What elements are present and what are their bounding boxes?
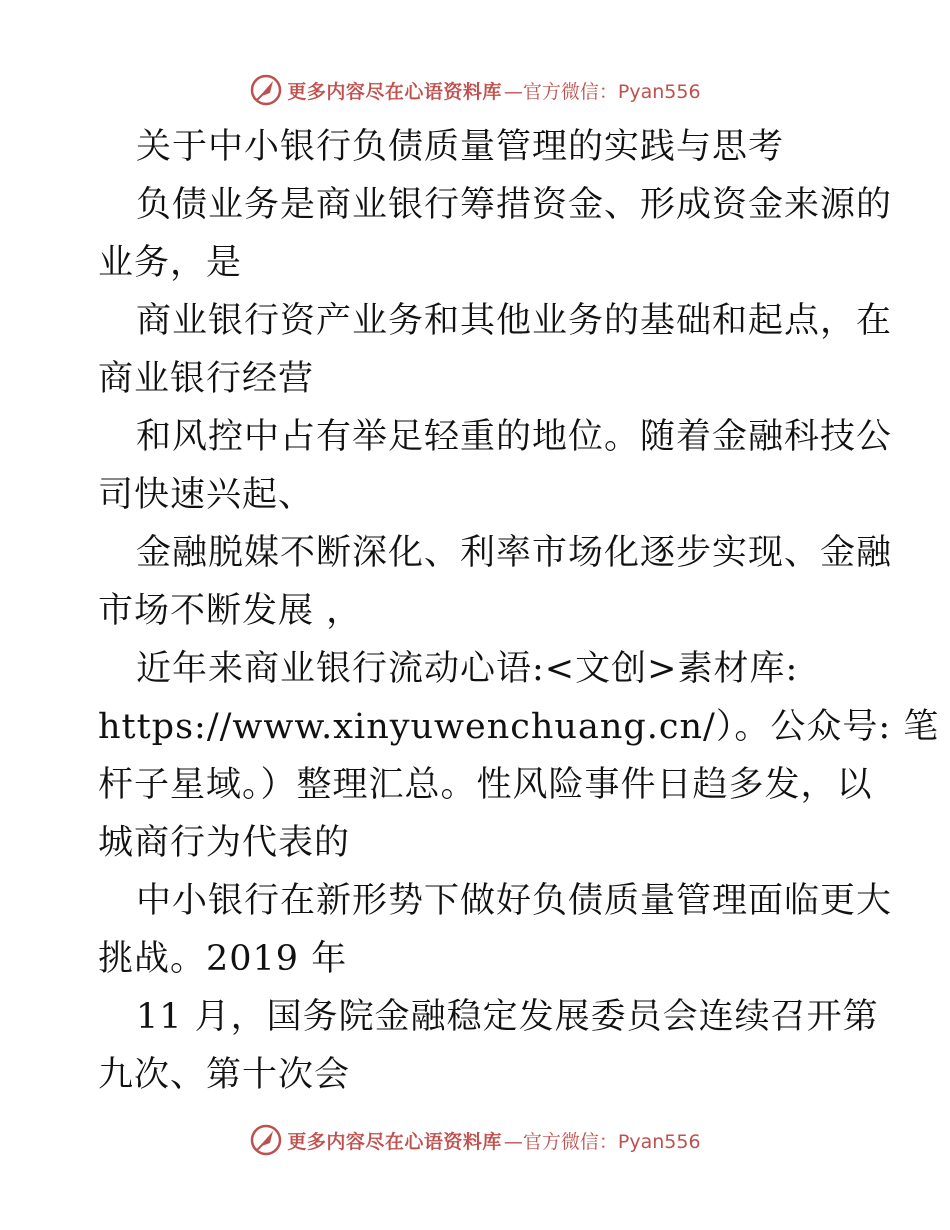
- text-line: 九次、第十次会: [98, 1055, 351, 1095]
- text-line: 近年来商业银行流动心语:<文创>素材库:: [136, 649, 799, 689]
- text-line: 杆子星域。）整理汇总。性风险事件日趋多发，以: [98, 765, 873, 805]
- feather-logo-icon: [249, 73, 283, 107]
- text-line: 商业银行资产业务和其他业务的基础和起点，在: [136, 301, 893, 341]
- text-line: 业务，是: [98, 243, 243, 283]
- text-line: 商业银行经营: [98, 359, 315, 399]
- text-line: https://www.xinyuwenchuang.cn/）。公众号: 笔: [98, 707, 940, 747]
- text-line: 挑战。2019 年: [98, 939, 348, 979]
- document-title: 关于中小银行负债质量管理的实践与思考: [136, 127, 785, 167]
- document-body: [98, 118, 940, 1104]
- text-line: 市场不断发展 ，: [98, 591, 363, 631]
- text-line: 中小银行在新形势下做好负债质量管理面临更大: [136, 881, 893, 921]
- feather-logo-icon: [249, 1123, 283, 1157]
- text-line: 城商行为代表的: [98, 823, 351, 863]
- watermark-title: 更多内容尽在心语资料库: [287, 1130, 502, 1153]
- header-watermark: [0, 70, 950, 110]
- watermark-wechat: —官方微信：Pyan556: [503, 80, 701, 103]
- text-line: 负债业务是商业银行筹措资金、形成资金来源的: [136, 185, 893, 225]
- text-line: 11 月，国务院金融稳定发展委员会连续召开第: [136, 997, 879, 1037]
- watermark-wechat: —官方微信：Pyan556: [503, 1130, 701, 1153]
- text-line: 司快速兴起、: [98, 475, 315, 515]
- footer-watermark: [0, 1120, 950, 1160]
- watermark-title: 更多内容尽在心语资料库: [287, 80, 502, 103]
- text-line: 金融脱媒不断深化、利率市场化逐步实现、金融: [136, 533, 893, 573]
- text-line: 和风控中占有举足轻重的地位。随着金融科技公: [136, 417, 893, 457]
